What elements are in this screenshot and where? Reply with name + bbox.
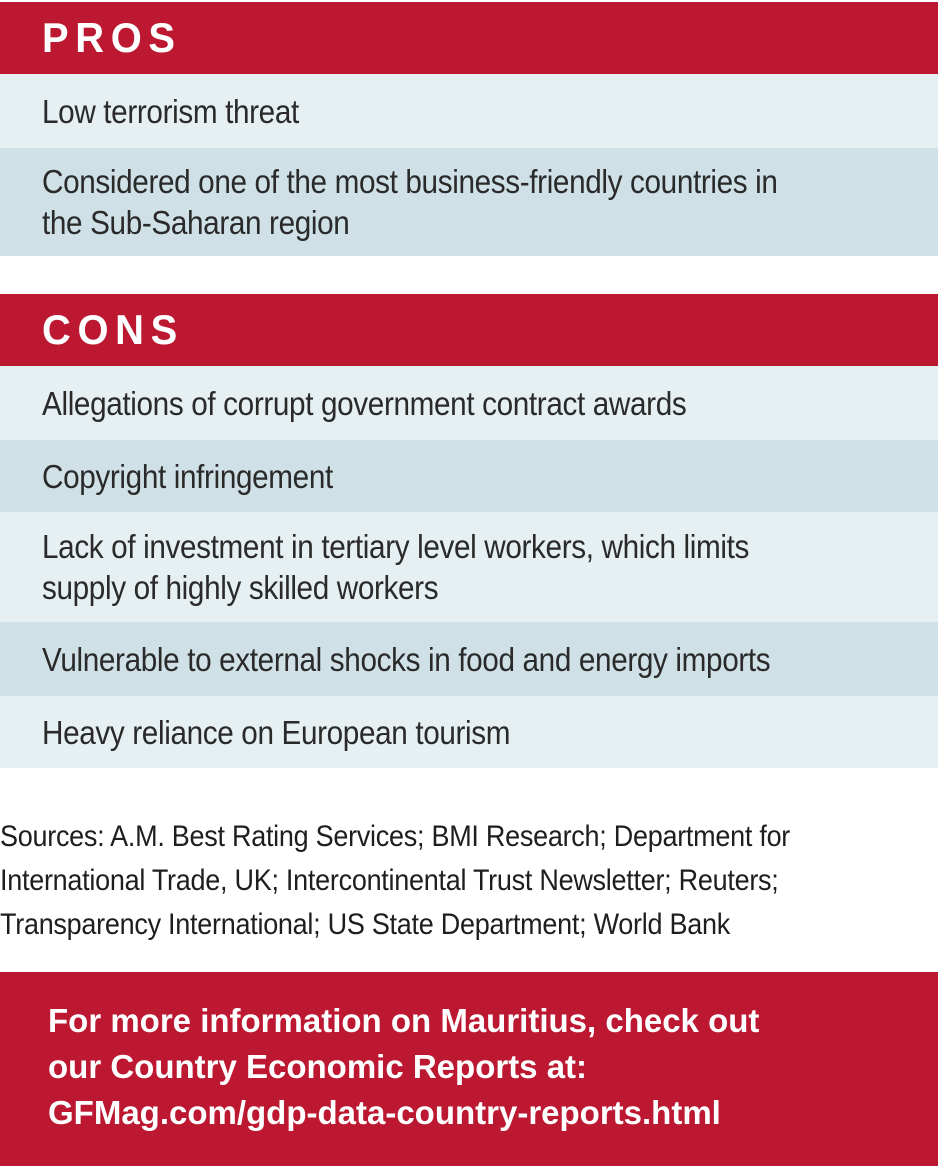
cons-item-text: Allegations of corrupt government contract awards [42,384,687,422]
more-info-link[interactable]: GFMag.com/gdp-data-country-reports.html [48,1094,721,1131]
cons-section [0,294,938,768]
more-info-banner [0,972,938,1166]
cons-item [0,512,938,622]
cons-item-text: Vulnerable to external shocks in food and energy imports [42,640,771,678]
cons-title: CONS [42,306,184,353]
pros-section [0,2,938,256]
pros-item [0,74,938,148]
cons-item [0,696,938,768]
pros-item-text: Low terrorism threat [42,92,299,130]
cons-item [0,440,938,512]
pros-header [0,2,938,74]
cons-header [0,294,938,366]
sources-line: International Trade, UK; Intercontinental Trust Newsletter; Reuters; [0,864,779,897]
sources-line: Sources: A.M. Best Rating Services; BMI Research; Department for [0,820,791,853]
cons-item-text: Copyright infringement [42,457,333,495]
pros-item [0,148,938,256]
sources-note [0,815,938,947]
cons-item [0,622,938,696]
more-info-line: For more information on Mauritius, check out [48,1002,760,1039]
cons-item-text: Lack of investment in tertiary level workers, which limits supply of highly skilled workers [42,528,750,606]
cons-item [0,366,938,440]
pros-title: PROS [42,14,182,61]
pros-item-text: Considered one of the most business-friendly countries in the Sub-Saharan region [42,163,778,241]
more-info-line: our Country Economic Reports at: [48,1048,588,1085]
cons-item-text: Heavy reliance on European tourism [42,713,511,751]
sources-line: Transparency International; US State Department; World Bank [0,908,730,941]
